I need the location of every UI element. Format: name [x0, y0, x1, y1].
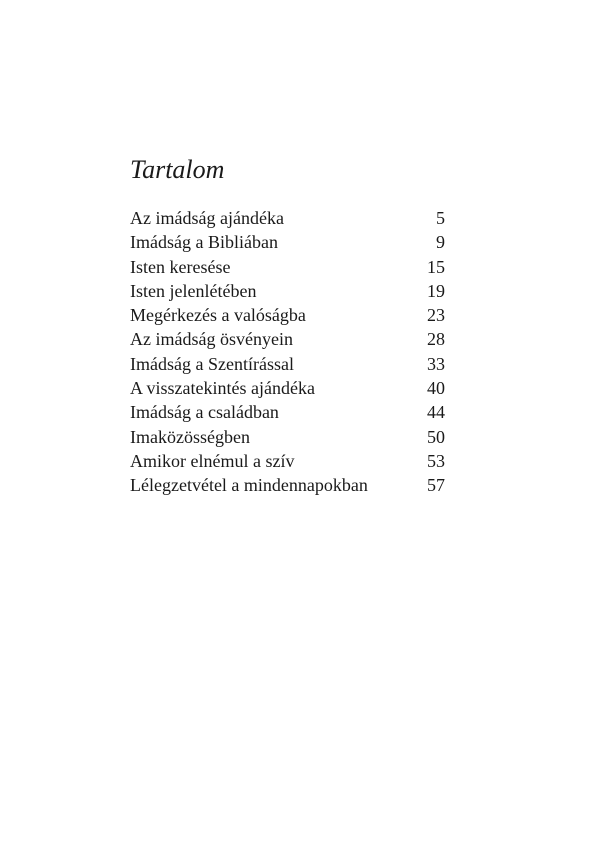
- toc-entry-page: 40: [427, 378, 445, 399]
- table-of-contents: [130, 206, 445, 498]
- toc-entry: [130, 449, 445, 473]
- toc-entry: [130, 230, 445, 254]
- toc-entry: [130, 255, 445, 279]
- toc-entry-page: 50: [427, 426, 445, 447]
- toc-entry-title: Imádság a családban: [130, 402, 279, 423]
- page-title: Tartalom: [130, 155, 225, 184]
- toc-entry-page: 44: [427, 402, 445, 423]
- toc-entry-title: Megérkezés a valóságba: [130, 305, 306, 326]
- toc-entry: [130, 376, 445, 400]
- toc-entry-title: Imádság a Bibliában: [130, 232, 278, 253]
- toc-entry-page: 33: [427, 353, 445, 374]
- toc-entry-page: 57: [427, 475, 445, 496]
- toc-entry-title: A visszatekintés ajándéka: [130, 378, 315, 399]
- toc-entry-title: Isten keresése: [130, 256, 231, 277]
- toc-entry: [130, 327, 445, 351]
- toc-entry-page: 5: [436, 208, 445, 228]
- toc-entry-title: Imaközösségben: [130, 426, 250, 447]
- toc-entry: [130, 473, 445, 497]
- toc-entry-page: 9: [436, 232, 445, 253]
- toc-entry: [130, 303, 445, 327]
- toc-entry-page: 28: [427, 329, 445, 350]
- toc-entry: [130, 352, 445, 376]
- toc-entry-page: 23: [427, 305, 445, 326]
- toc-entry-title: Az imádság ösvényein: [130, 329, 293, 350]
- toc-entry: [130, 279, 445, 303]
- toc-entry-title: Az imádság ajándéka: [130, 208, 284, 228]
- toc-entry-title: Amikor elnémul a szív: [130, 450, 295, 471]
- toc-entry: [130, 400, 445, 424]
- toc-entry-title: Lélegzetvétel a mindennapokban: [130, 475, 368, 496]
- toc-entry: [130, 206, 445, 230]
- toc-entry-title: Isten jelenlétében: [130, 280, 257, 301]
- toc-entry-page: 53: [427, 450, 445, 471]
- toc-entry: [130, 425, 445, 449]
- toc-entry-page: 19: [427, 280, 445, 301]
- toc-entry-page: 15: [427, 256, 445, 277]
- toc-entry-title: Imádság a Szentírással: [130, 353, 294, 374]
